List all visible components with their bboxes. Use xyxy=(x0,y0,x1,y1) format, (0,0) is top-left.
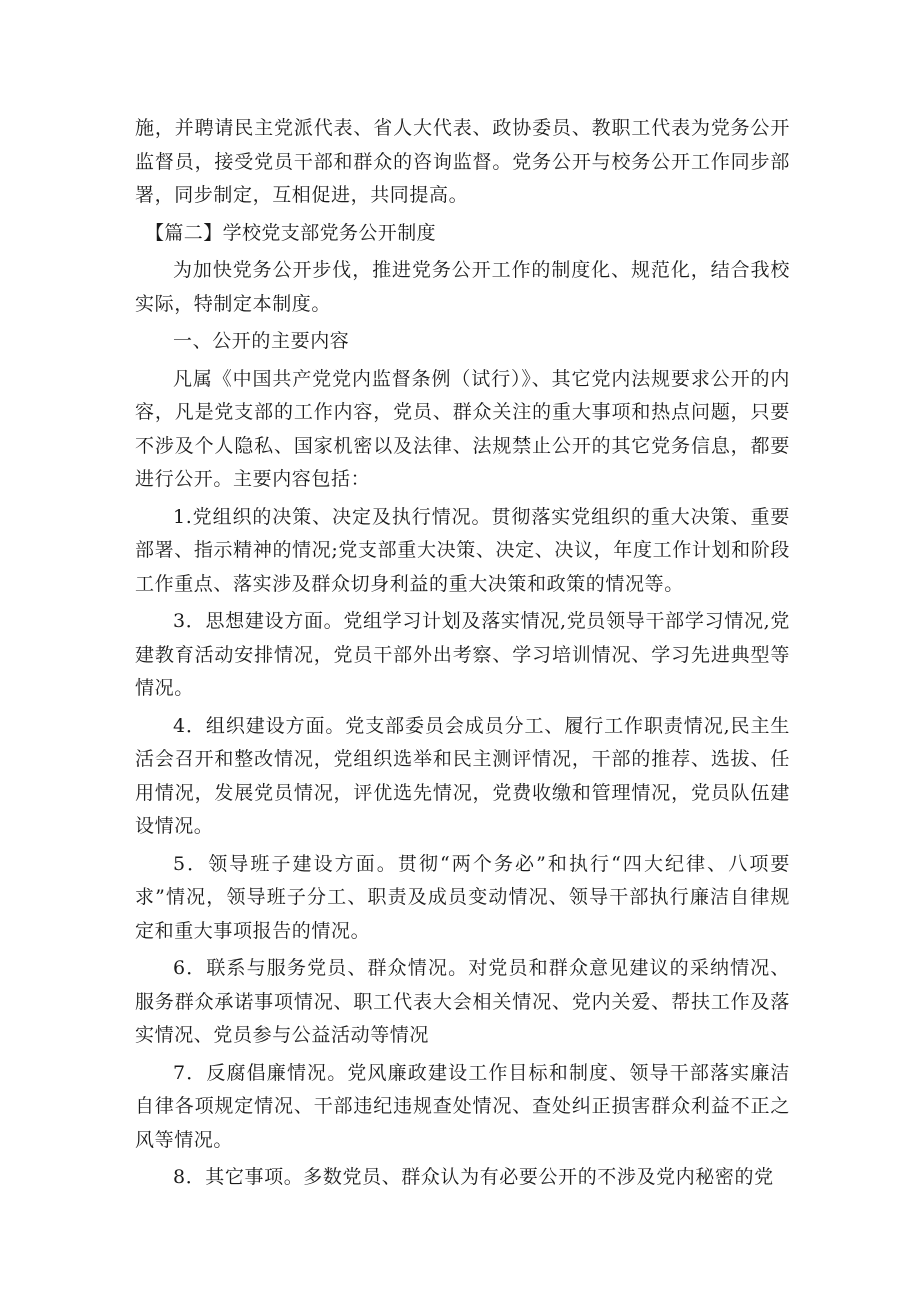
list-item: 4．组织建设方面。党支部委员会成员分工、履行工作职责情况,民主生活会召开和整改情况，党组织选举和民主测评情况，干部的推荐、选拔、任用情况，发展党员情况，评优选先情况，党费收缴和管理情况，党员队伍建设情况。 xyxy=(135,714,790,837)
list-item: 7．反腐倡廉情况。党风廉政建设工作目标和制度、领导干部落实廉洁自律各项规定情况、干部违纪违规查处情况、查处纠正损害群众利益不正之风等情况。 xyxy=(135,1061,790,1151)
paragraph: 施，并聘请民主党派代表、省人大代表、政协委员、教职工代表为党务公开监督员，接受党员干部和群众的咨询监督。党务公开与校务公开工作同步部署，同步制定，互相促进，共同提高。 xyxy=(135,117,790,206)
paragraph: 为加快党务公开步伐，推进党务公开工作的制度化、规范化，结合我校实际，特制定本制度。 xyxy=(135,259,790,315)
list-item: 5．领导班子建设方面。贯彻“两个务必”和执行“四大纪律、八项要求”情况，领导班子分工、职责及成员变动情况、领导干部执行廉洁自律规定和重大事项报告的情况。 xyxy=(135,852,790,942)
list-item: 8．其它事项。多数党员、群众认为有必要公开的不涉及党内秘密的党 xyxy=(173,1166,774,1188)
list-item: 6．联系与服务党员、群众情况。对党员和群众意见建议的采纳情况、服务群众承诺事项情况、职工代表大会相关情况、党内关爱、帮扶工作及落实情况、党员参与公益活动等情况 xyxy=(135,957,790,1046)
paragraph: 凡属《中国共产党党内监督条例（试行）》、其它党内法规要求公开的内容，凡是党支部的工作内容，党员、群众关注的重大事项和热点问题，只要不涉及个人隐私、国家机密以及法律、法规禁止公开的其它党务信息，都要进行公开。主要内容包括： xyxy=(135,367,790,490)
list-item: 3．思想建设方面。党组学习计划及落实情况,党员领导干部学习情况,党建教育活动安排情况，党员干部外出考察、学习培训情况、学习先进典型等情况。 xyxy=(135,610,790,699)
subheading: 一、公开的主要内容 xyxy=(173,330,350,352)
section-title: 【篇二】学校党支部党务公开制度 xyxy=(145,221,437,244)
list-item: 1.党组织的决策、决定及执行情况。贯彻落实党组织的重大决策、重要部署、指示精神的情况;党支部重大决策、决定、决议，年度工作计划和阶段工作重点、落实涉及群众切身利益的重大决策和政策的情况等。 xyxy=(135,505,790,595)
document-body xyxy=(135,112,790,1199)
